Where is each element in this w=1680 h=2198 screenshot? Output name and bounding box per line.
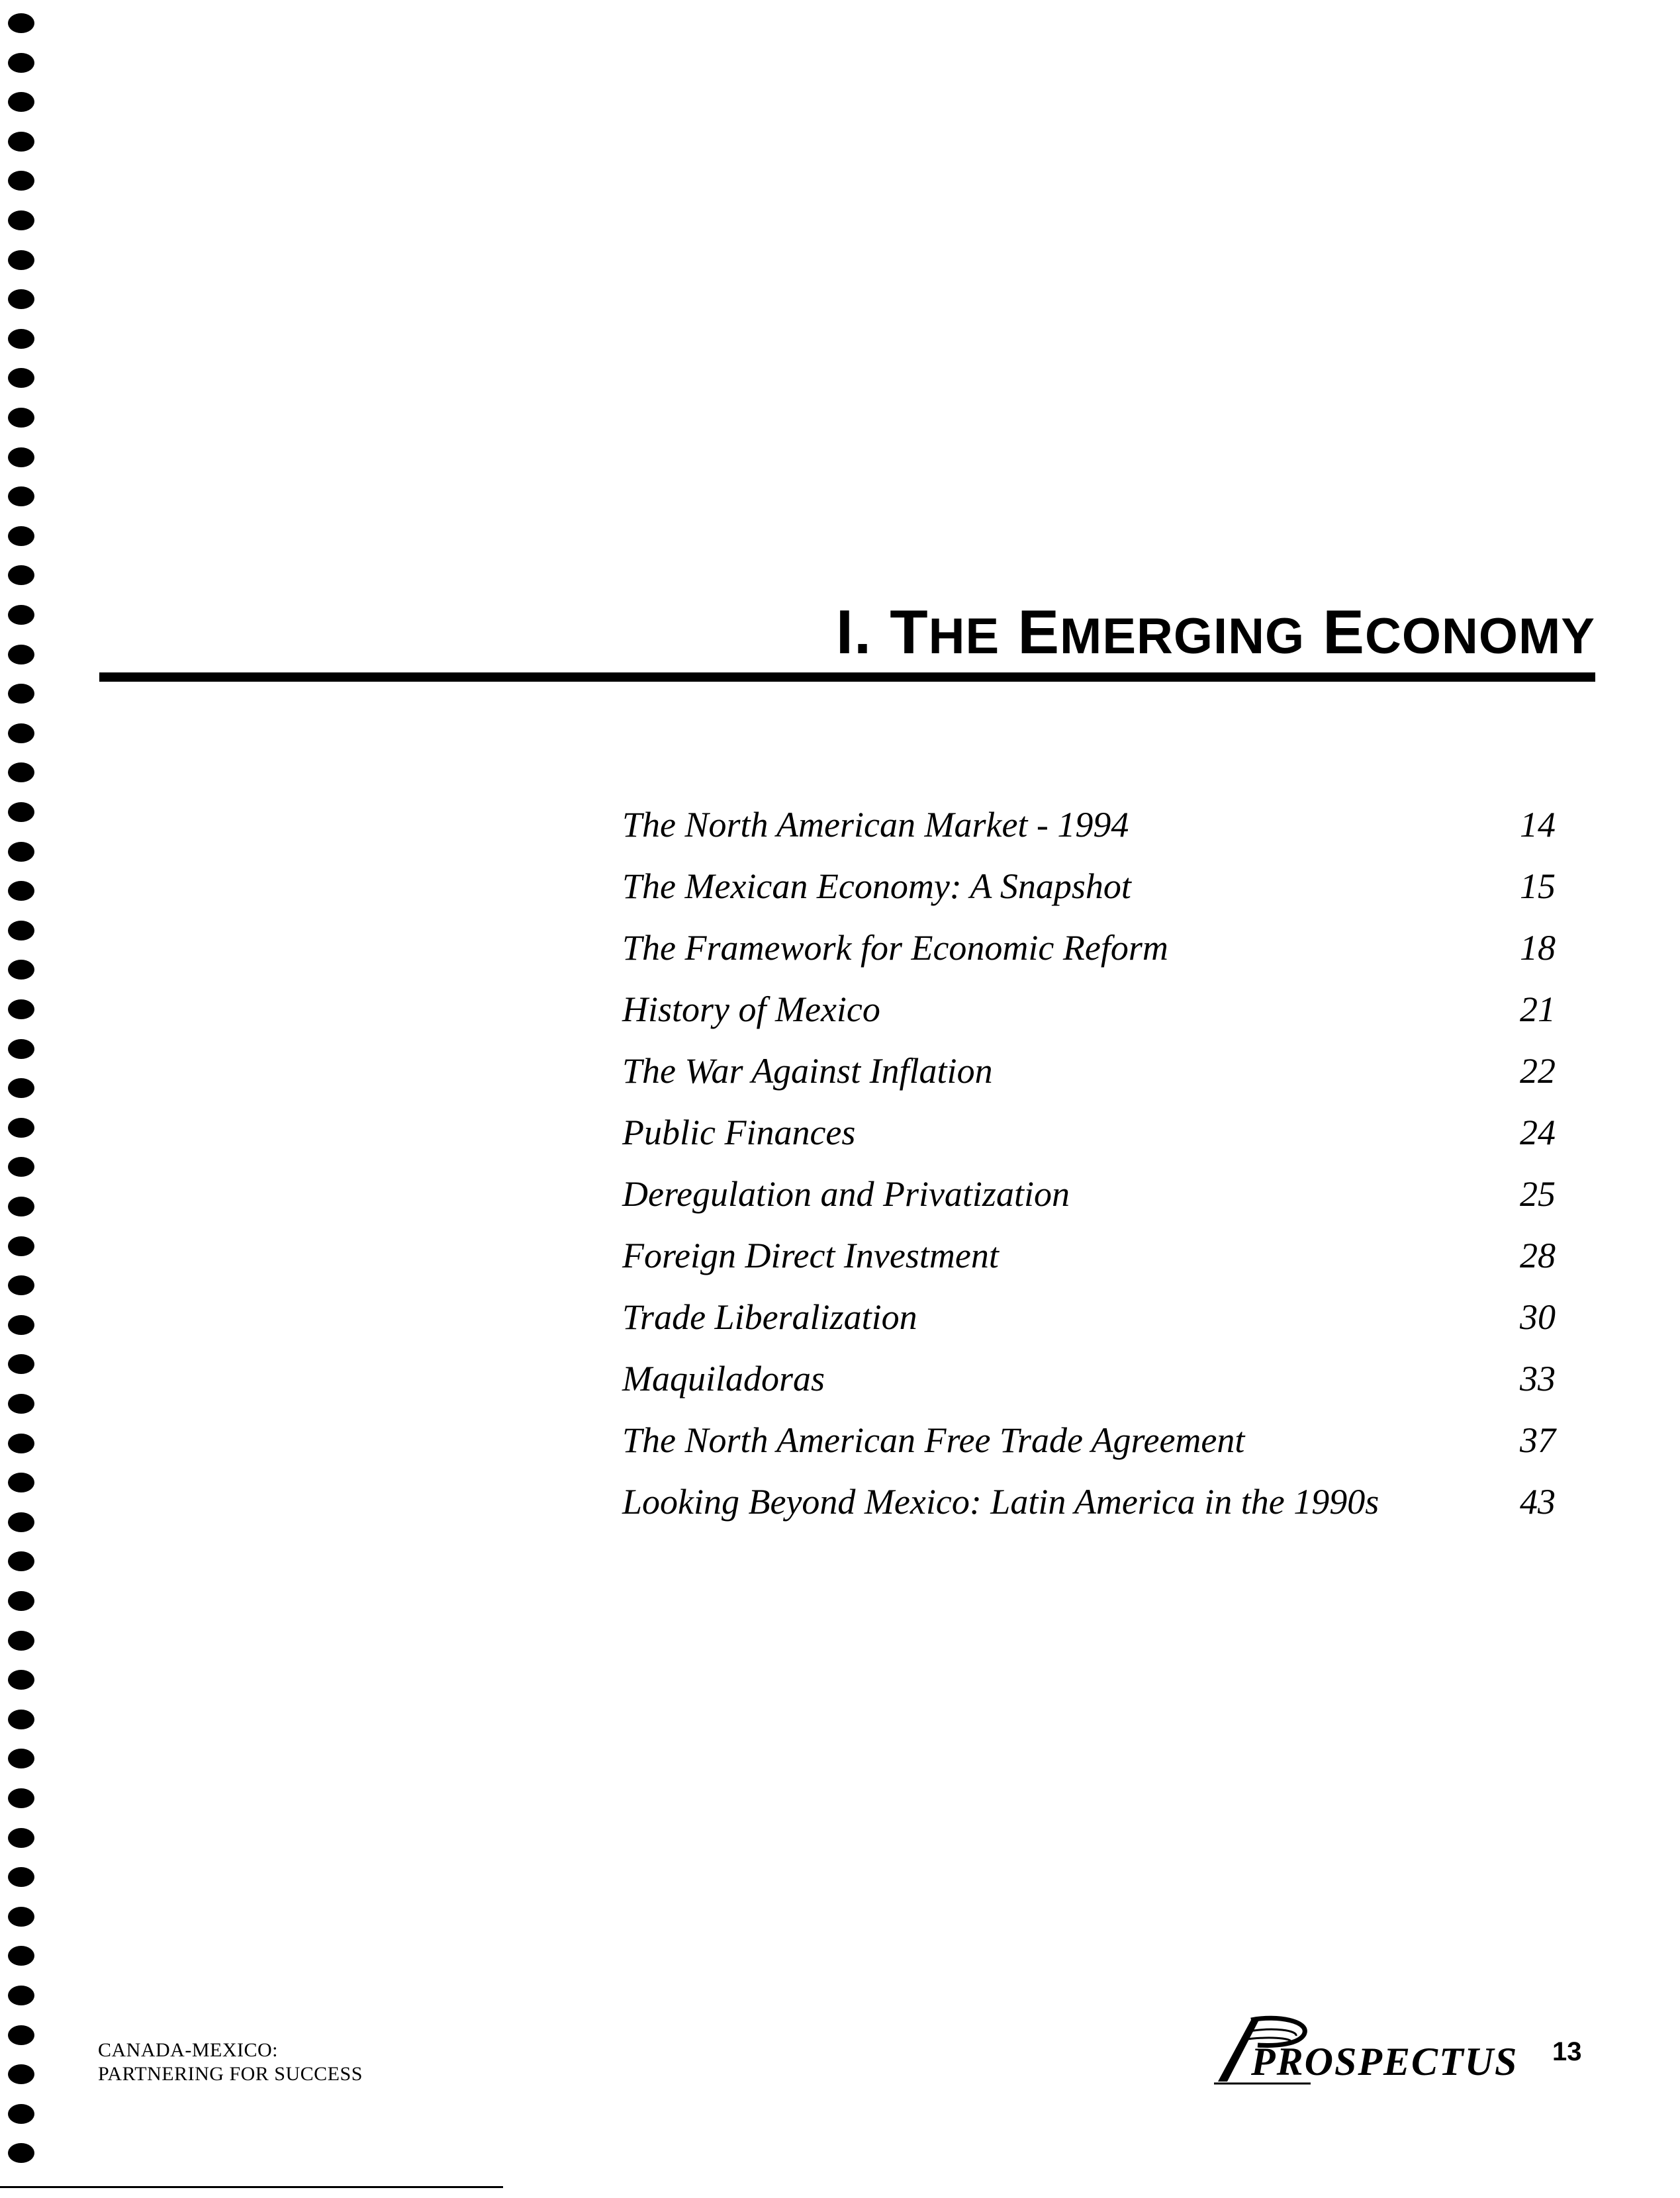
binding-hole (8, 1907, 34, 1927)
chapter-numeral: I. (835, 597, 872, 666)
toc-title: The Mexican Economy: A Snapshot (622, 866, 1131, 906)
toc-page-number: 22 (1520, 1051, 1556, 1091)
toc-row (622, 1040, 1562, 1102)
binding-hole (8, 605, 34, 625)
toc-title: Trade Liberalization (622, 1297, 917, 1337)
binding-hole (8, 842, 34, 862)
toc-row (622, 1410, 1562, 1471)
toc-title: Maquiladoras (622, 1359, 825, 1398)
binding-hole (8, 881, 34, 901)
toc-page-number: 28 (1520, 1236, 1556, 1275)
binding-hole (8, 645, 34, 664)
binding-hole (8, 13, 34, 33)
binding-hole (8, 802, 34, 822)
binding-hole (8, 684, 34, 704)
toc-page-number: 25 (1520, 1174, 1556, 1214)
binding-hole (8, 171, 34, 191)
binding-hole (8, 1039, 34, 1059)
toc-page-number: 15 (1520, 866, 1556, 906)
binding-hole (8, 1867, 34, 1887)
toc-row (622, 856, 1562, 917)
binding-hole (8, 2064, 34, 2084)
binding-hole (8, 1512, 34, 1532)
binding-hole (8, 1551, 34, 1571)
toc-page-number: 43 (1520, 1482, 1556, 1522)
toc-row (622, 979, 1562, 1040)
binding-hole (8, 1236, 34, 1256)
toc-title: Looking Beyond Mexico: Latin America in the 1990s (622, 1482, 1379, 1522)
binding-hole (8, 486, 34, 506)
binding-hole (8, 1749, 34, 1768)
binding-hole (8, 1394, 34, 1414)
spiral-binding (8, 13, 37, 2191)
binding-hole (8, 408, 34, 428)
toc-page-number: 33 (1520, 1359, 1556, 1398)
binding-hole (8, 1631, 34, 1651)
footer-line: CANADA-MEXICO: (98, 2039, 278, 2061)
toc-row (622, 1348, 1562, 1410)
bottom-edge-line (0, 2186, 503, 2188)
toc-page-number: 24 (1520, 1113, 1556, 1152)
toc-page-number: 37 (1520, 1420, 1556, 1460)
toc-row (622, 1287, 1562, 1348)
binding-hole (8, 1591, 34, 1611)
toc-title: Deregulation and Privatization (622, 1174, 1070, 1214)
toc-title: Public Finances (622, 1113, 856, 1152)
binding-hole (8, 250, 34, 270)
toc-title: History of Mexico (622, 989, 880, 1029)
logo-wordmark: PROSPECTUS (1251, 2040, 1518, 2084)
title-word: THE (890, 597, 1000, 666)
page-number: 13 (1552, 2037, 1582, 2066)
toc-row (622, 1225, 1562, 1287)
binding-hole (8, 447, 34, 467)
binding-hole (8, 53, 34, 73)
binding-hole (8, 2143, 34, 2163)
binding-hole (8, 1986, 34, 2005)
toc-row (622, 794, 1562, 856)
toc-page-number: 21 (1520, 989, 1556, 1029)
binding-hole (8, 2025, 34, 2045)
binding-hole (8, 565, 34, 585)
toc-page-number: 30 (1520, 1297, 1556, 1337)
toc-page-number: 18 (1520, 928, 1556, 968)
binding-hole (8, 1788, 34, 1808)
binding-hole (8, 1828, 34, 1848)
title-word: EMERGING (1017, 597, 1305, 666)
toc-page-number: 14 (1520, 805, 1556, 845)
footer-publication-title (98, 2038, 363, 2086)
title-word: ECONOMY (1323, 597, 1595, 666)
toc-row (622, 917, 1562, 979)
binding-hole (8, 762, 34, 782)
toc-title: The North American Market - 1994 (622, 805, 1129, 845)
binding-hole (8, 1275, 34, 1295)
chapter-title (836, 596, 1595, 673)
binding-hole (8, 1197, 34, 1216)
footer-line: PARTNERING FOR SUCCESS (98, 2063, 363, 2085)
binding-hole (8, 132, 34, 152)
binding-hole (8, 1670, 34, 1690)
title-rule (99, 672, 1595, 682)
binding-hole (8, 210, 34, 230)
prospectus-logo (1211, 2012, 1518, 2085)
binding-hole (8, 92, 34, 112)
table-of-contents (622, 794, 1562, 1533)
binding-hole (8, 526, 34, 546)
toc-title: The North American Free Trade Agreement (622, 1420, 1245, 1460)
binding-hole (8, 2104, 34, 2124)
binding-hole (8, 1354, 34, 1374)
binding-hole (8, 960, 34, 980)
binding-hole (8, 289, 34, 309)
binding-hole (8, 368, 34, 388)
binding-hole (8, 1315, 34, 1335)
binding-hole (8, 1157, 34, 1177)
binding-hole (8, 921, 34, 940)
binding-hole (8, 1946, 34, 1966)
binding-hole (8, 1078, 34, 1098)
binding-hole (8, 999, 34, 1019)
binding-hole (8, 1473, 34, 1492)
binding-hole (8, 1118, 34, 1138)
toc-row (622, 1471, 1562, 1533)
toc-title: The War Against Inflation (622, 1051, 993, 1091)
binding-hole (8, 1710, 34, 1729)
binding-hole (8, 723, 34, 743)
binding-hole (8, 1434, 34, 1453)
toc-title: Foreign Direct Investment (622, 1236, 999, 1275)
toc-row (622, 1102, 1562, 1164)
toc-row (622, 1164, 1562, 1225)
binding-hole (8, 329, 34, 349)
toc-title: The Framework for Economic Reform (622, 928, 1168, 968)
